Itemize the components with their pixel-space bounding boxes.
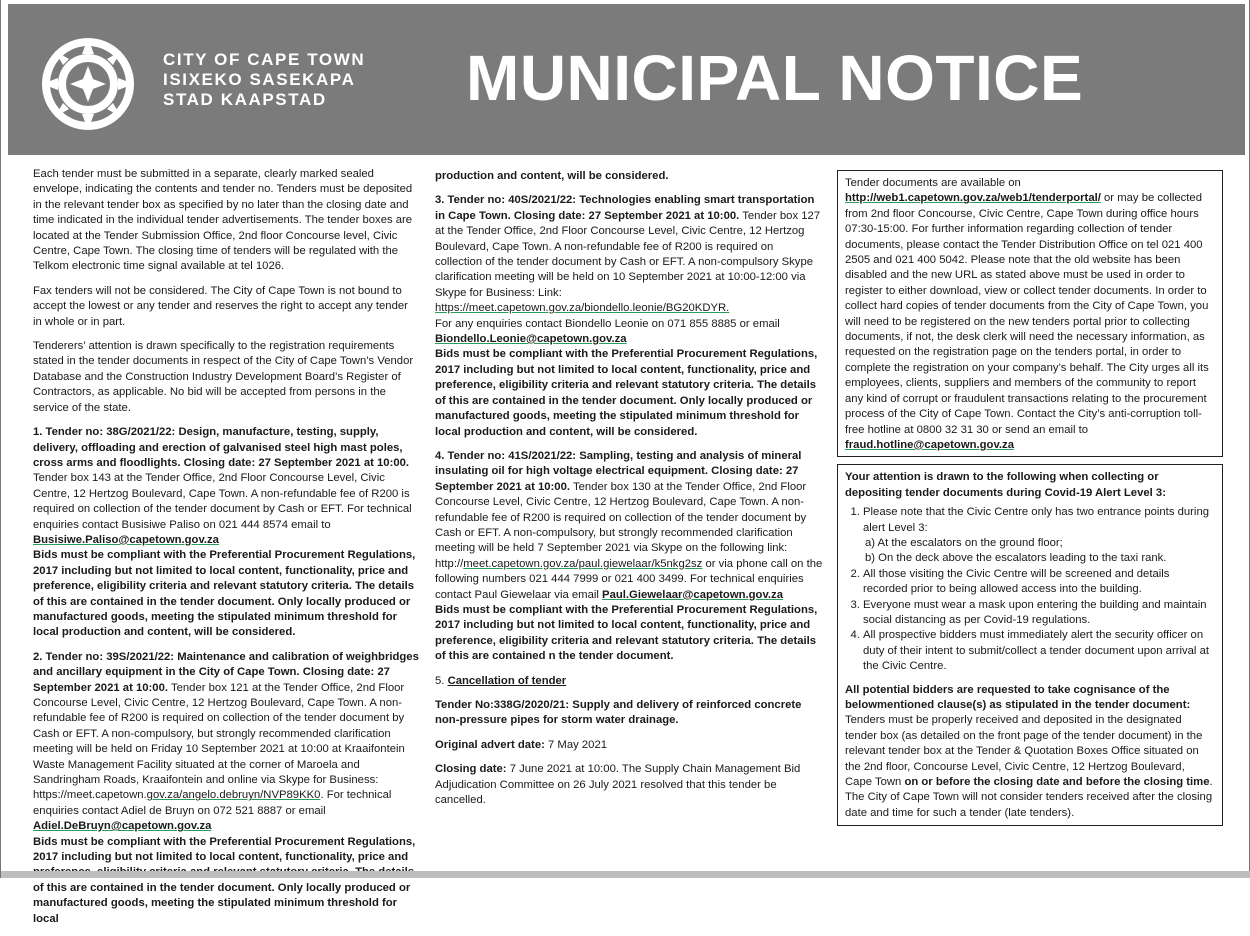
tender-3-heading: 3. Tender no: 40S/2021/22: Technologies enabling smart transportation in Cape Town. Closing date: 27 September 2021 at 10:00. [435,194,815,222]
tender-2-skype-link[interactable]: gov.za/angelo.debruyn/NVP89KK0 [146,789,321,802]
intro-paragraph-2: Fax tenders will not be considered. The City of Cape Town is not bound to accept the lowest or any tender and reserves the right to accept any tender in whole or in part. [33,284,408,328]
tender-2-email-link[interactable]: Adiel.DeBruyn@capetown.gov.za [33,820,212,833]
covid-notice-heading: Your attention is drawn to the following when collecting or depositing tender documents during Covid-19 Alert Level 3: [845,471,1166,499]
tender-4-compliance: Bids must be compliant with the Preferential Procurement Regulations, 2017 including but not limited to local content, functionality, price and preference, eligibility criteria and relevant statutory criteria. The details of this are contained n the tender document. [435,603,818,663]
intro-paragraph-3: Tenderers’ attention is drawn specifically to the registration requirements stated in the tender documents in respect of the City of Cape Town’s Vendor Database and the Construction Industry Development Board’s Register of Contractors, as applicable. No bid will be accepted from persons in the service of the state. [33,340,414,414]
city-name-english: CITY OF CAPE TOWN [163,50,366,69]
covid-rule-3: 3. Everyone must wear a mask upon entering the building and maintain social distancing as per Covid-19 regulations. [863,598,1214,629]
header-banner [8,4,1245,155]
city-names [163,50,365,110]
tender-3 [435,193,823,440]
tender-5-tender [435,698,823,729]
tender-2-compliance: Bids must be compliant with the Preferential Procurement Regulations, 2017 including but not limited to local content, functionality, price and of this are contained in the tender document. Only locally produced or manufactured goods, meeting the stipulated minimum threshold for local [33,835,416,925]
bidders-notice-deadline: on or before the closing date and before the closing time [904,776,1210,789]
tender-4-heading: 4. Tender no: 41S/2021/22: Sampling, testing and analysis of mineral insulating oil for high voltage electrical equipment. Closing date: 27 September 2021 at 10:00. [435,449,802,493]
tender-1-body: Tender box 143 at the Tender Office, 2nd Floor Concourse Level, Civic Centre, 12 Hertzog Boulevard, Cape Town. A non-refundable fee of R200 is required on collection of the tender document by Cash or EFT. For technical enquiries contact Busisiwe Paliso on 021 444 8574 email to [33,472,412,531]
tender-5-number: 5. [435,674,448,687]
tender-documents-box [837,170,1223,457]
covid-rule-1a: a) At the escalators on the ground floor; [865,536,1063,549]
city-name-xhosa: ISIXEKO SASEKAPA [163,70,356,89]
tender-3-body-2: For any enquiries contact Biondello Leonie on 071 855 8885 or email [435,317,780,330]
tender-4-skype-link[interactable]: meet.capetown.gov.za/paul.giewelaar/k5nkg2sz [463,557,703,570]
column-left [33,167,419,936]
bottom-border [1,871,1250,878]
tender-3-email-link[interactable]: Biondello.Leonie@capetown.gov.za [435,333,627,346]
city-name-afrikaans: STAD KAAPSTAD [163,90,327,109]
tender-2-heading: 2. Tender no: 39S/2021/22: Maintenance and calibration of weighbridges and ancillary equipment in the City of Cape Town. Closing date: 27 September 2021 at 10:00. [33,650,419,694]
column-middle [435,169,823,817]
tender-5-advert-label: Original advert date: [435,738,545,751]
page-title: MUNICIPAL NOTICE [466,42,1084,114]
column-right [837,170,1223,826]
tender-documents-body: or may be collected from 2nd floor Concourse, Civic Centre, Cape Town during office hours 07:30-15:00. For further information regarding collection of tender documents, please contact the Tender Distribution Office on tel 021 400 2505 and 021 400 5042. Please note that the old website has been disabled and the new URL as stated above must be used in order to register to either download, view or collect tender documents. In order to collect hard copies of tender documents from the City of Cape Town, you will need to be registered on the new tenders portal prior to collecting documents, if not, the desk clerk will need the necessary information, as requested on the registration page on the tenders portal, in order to complete the registration on your company’s behalf. The City urges all its employees, clients, suppliers and members of the community to report any kind of corrupt or fraudulent transactions relating to the procurement process of the City of Cape Town. Contact the City’s anti-corruption toll-free hotline at 0800 32 31 30 or send an email to [845,192,1209,436]
tender-2-compliance-end: production and content, will be considered. [435,170,669,182]
covid-rules-list [845,505,1214,674]
tender-5-heading [435,674,823,689]
tender-1-compliance: Bids must be compliant with the Preferential Procurement Regulations, 2017 including but not limited to local content, functionality, price and preference, eligibility criteria and relevant statutory criteria. The details of this are contained in the tender document. Only locally produced or manufactured goods, meeting the stipulated minimum threshold for local production and content, will be considered. [33,549,416,639]
fraud-hotline-email-link[interactable]: fraud.hotline@capetown.gov.za [845,438,1014,451]
tender-4-body-2: or via phone call on the following numbers 021 444 7999 or 021 400 3499. For technical enquiries contact Paul Giewelaar via email [435,557,823,601]
bidders-notice-heading: All potential bidders are requested to take cognisance of the belowmentioned clause(s) as stipulated in the tender document: [845,683,1191,711]
tender-1 [33,425,419,641]
tender-5-title: Cancellation of tender [447,674,567,687]
tender-5-advert [435,738,823,753]
tender-3-compliance: Bids must be compliant with the Preferential Procurement Regulations, 2017 including but not limited to local content, functionality, price and preference, eligibility criteria and relevant statutory criteria. The details of this are contained in the tender document. Only locally produced or manufactured goods, meeting the stipulated minimum threshold for local production and content, will be considered. [435,348,818,438]
covid-rule-2: 2. All those visiting the Civic Centre will be screened and details recorded prior to being allowed access into the building. [863,567,1214,598]
tender-1-heading: 1. Tender no: 38G/2021/22: Design, manufacture, testing, supply, delivery, offloading and erection of galvanised steel high mast poles, cross arms and floodlights. Closing date: 27 September 2021 at 10:00. [33,426,410,469]
covid-notice-box [837,464,1223,826]
bidders-notice-body: Tenders must be properly received and deposited in the designated tender box (as detailed on the front page of the tender document) in the relevant tender box at the Tender & Quotation Boxes Office situated on the 2nd floor, Concourse Level, Civic Centre, 12 Hertzog Boulevard, Cape Town [845,714,1203,789]
covid-rule-4: 4. All prospective bidders must immediately alert the security officer on duty of their intent to submit/collect a tender document upon arrival at the Civic Centre. [863,628,1214,674]
tender-2-body: Tender box 121 at the Tender Office, 2nd Floor Concourse Level, Civic Centre, 12 Hertzog Boulevard, Cape Town. A non-refundable fee of R200 is required on collection of the tender document by Cash or EFT. A non-compulsory, but strongly recommended clarification meeting will be held on Friday 10 September 2021 at 10:00 at Kraaifontein Waste Management Facility situated at the corner of Maroela and Sandringham Roads, Kraaifontein and online via Skype for Business: https://meet.capetown. [33,681,405,802]
covid-rule-1b: b) On the deck above the escalators leading to the taxi rank. [865,552,1167,565]
bidders-notice-body-2: . The City of Cape Town will not consider tenders received after the closing date and time for such a tender (late tenders). [845,776,1213,819]
tender-documents-intro: Tender documents are available on [845,177,1021,189]
covid-rule-1-text: Please note that the Civic Centre only has two entrance points during alert Level 3: [863,506,1210,534]
tender-5-advert-value: 7 May 2021 [544,738,608,751]
tender-4 [435,449,823,665]
tender-2 [33,650,419,927]
tender-portal-link[interactable]: http://web1.capetown.gov.za/web1/tenderportal/ [845,192,1101,205]
city-logo-icon [38,34,138,134]
tender-5-closing [435,762,823,808]
tender-1-email-link[interactable]: Busisiwe.Paliso@capetown.gov.za [33,533,219,546]
tender-4-body: Tender box 130 at the Tender Office, 2nd Floor Concourse Level, Civic Centre, 12 Hertzog Boulevard, Cape Town. A non-refundable fee of R200 is required on collection of the tender document by Cash or EFT. A non-compulsory, but strongly recommended clarification meeting will be held 7 September 2021 via Skype on the following link: http:// [435,480,807,570]
tender-3-skype-link[interactable]: https://meet.capetown.gov.za/biondello.leonie/BG20KDYR. [435,302,730,315]
covid-rule-1 [863,505,1214,567]
tender-2-continued [435,169,823,184]
tender-5-description: Tender No:338G/2020/21: Supply and delivery of reinforced concrete non-pressure pipes for storm water drainage. [435,699,802,727]
tender-5-closing-label: Closing date: [435,763,507,776]
intro-paragraph-1: Each tender must be submitted in a separate, clearly marked sealed envelope, indicating the contents and tender no. Tenders must be deposited in the relevant tender box as specified by no later than the closing date and time indicated in the individual tender advertisements. The tender boxes are located at the Tender Submission Office, 2nd floor Concourse level, Civic Centre, Cape Town. The closing time of tenders will be regulated with the Telkom electronic time signal available at tel 1026. [33,168,413,273]
tender-5-closing-value: 7 June 2021 at 10:00. The Supply Chain Management Bid Adjudication Committee on 26 July 2021 resolved that this tender be cancelled. [435,763,801,807]
tender-4-email-link[interactable]: Paul.Giewelaar@capetown.gov.za [602,588,783,601]
tender-2-body-2: . For technical enquiries contact Adiel de Bruyn on 072 521 8887 or email [33,789,392,817]
tender-3-body: Tender box 127 at the Tender Office, 2nd Floor Concourse Level, Civic Centre, 12 Hertzog Boulevard, Cape Town. A non-refundable fee of R200 is required on collection of the tender document by Cash or EFT. A non-compulsory Skype clarification meeting will be held on 10 September 2021 at 10:00-12:00 via Skype for Business: Link: [435,209,821,299]
